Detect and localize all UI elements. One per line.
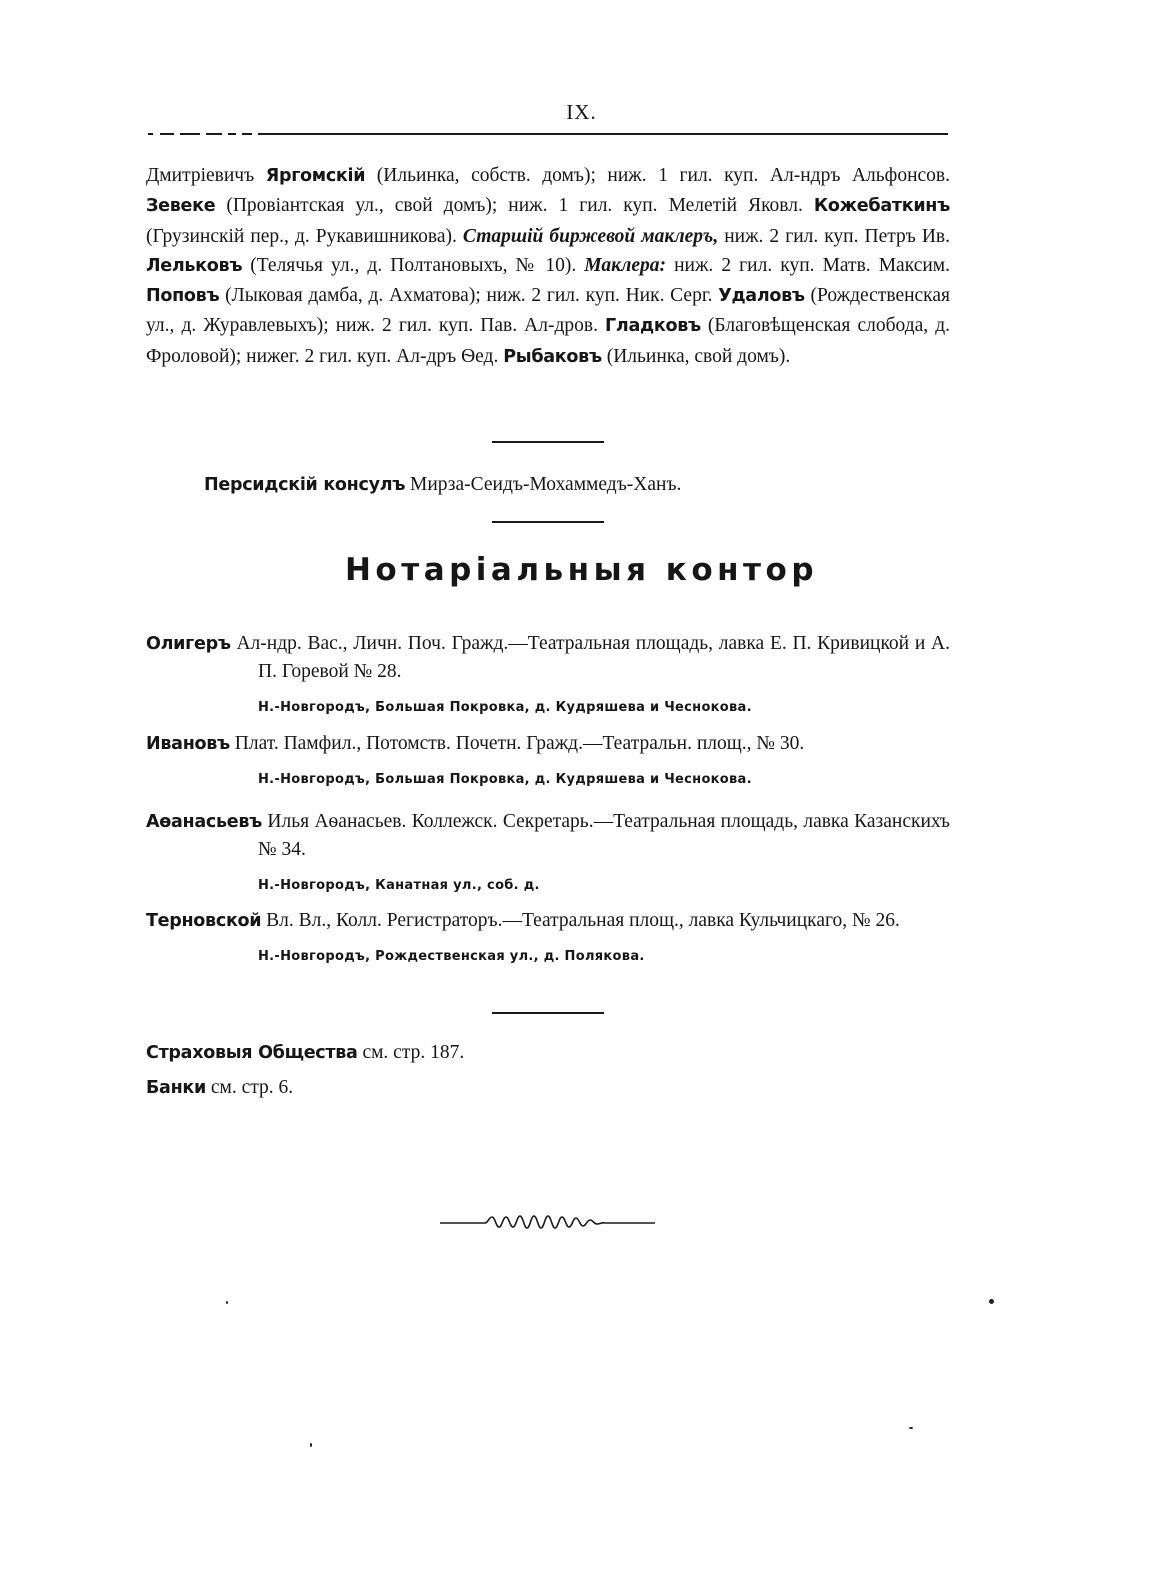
consul-name: Мирза-Сеидъ-Мохаммедъ-Ханъ. [405,474,682,495]
surname: Зевеке [146,196,216,217]
brokers-paragraph: Дмитріевичъ Яргомскій (Ильинка, собств. домъ); ниж. 1 гил. куп. Ал-ндръ Альфонсов. Зевеке (Провіантская ул., свой домъ); ниж. 1 гил. куп. Мелетій Яковл. Кожебаткинъ (Грузинскій пер., д. Рукавишникова). Старшій биржевой маклеръ, ниж. 2 гил. куп. Петръ Ив. Лельковъ (Телячья ул., д. Полтановыхъ, № 10). Маклера: ниж. 2 гил. куп. Матв. Максим. Поповъ (Лыковая дамба, д. Ахматова); ниж. 2 гил. куп. Ник. Серг. Удаловъ (Рождественская ул., д. Журавлевыхъ); ниж. 2 гил. куп. Пав. Ал-дров. Гладковъ (Благовѣщенская слобода, д. Фроловой); нижег. 2 гил. куп. Ал-дръ Ѳед. Рыбаковъ (Ильинка, свой домъ). [146,165,951,367]
notary-details: Вл. Вл., Колл. Регистраторъ.—Театральная площ., лавка Кульчицкаго, № 26. [261,910,900,931]
separator-rule [492,441,604,443]
section-title: Нотаріальныя контор [344,552,819,588]
notary-address: Н.-Новгородъ, Рождественская ул., д. Полякова. [258,949,645,964]
notary-details: Ал-ндр. Вас., Личн. Поч. Гражд.—Театральная площадь, лавка Е. П. Кривицкой и А. П. Горевой № 28. [230,633,950,682]
end-flourish [440,1210,655,1230]
header-rule [148,133,948,136]
persian-consul-line [204,474,681,496]
surname: Гладковъ [605,316,701,337]
notary-address: Н.-Новгородъ, Канатная ул., соб. д. [258,878,540,893]
notary-entry [146,907,950,971]
consul-label: Персидскій консулъ [204,475,406,495]
notary-entry [146,630,950,722]
italic-heading: Старшій биржевой маклеръ, [462,225,719,247]
banks-reference: Банки см. стр. 6. [146,1077,294,1098]
print-speck [310,1443,312,1447]
italic-heading: Маклера: [584,254,667,276]
surname: Лельковъ [146,255,243,276]
insurance-reference: Страховыя Общества см. стр. 187. [146,1042,465,1063]
page-number: IX. [566,100,597,124]
separator-rule [492,521,604,523]
separator-rule [492,1012,604,1014]
notary-name: Аѳанасьевъ [146,812,263,832]
print-speck [226,1301,228,1304]
surname: Поповъ [146,286,220,307]
notary-name: Терновской [146,911,262,931]
surname: Яргомскій [265,166,366,186]
notary-address: Н.-Новгородъ, Большая Покровка, д. Кудряшева и Чеснокова. [258,700,752,715]
notary-name: Олигеръ [146,634,231,654]
notary-details: Илья Аѳанасьев. Коллежск. Секретарь.—Театральная площадь, лавка Казанскихъ № 34. [258,811,950,860]
notary-details: Плат. Памфил., Потомств. Почетн. Гражд.—Театральн. площ., № 30. [229,733,805,754]
surname: Рыбаковъ [503,346,602,367]
notary-name: Ивановъ [146,734,230,754]
print-speck [909,1427,913,1429]
notary-entry [146,730,950,794]
print-speck [989,1299,994,1304]
notary-address: Н.-Новгородъ, Большая Покровка, д. Кудряшева и Чеснокова. [258,772,752,787]
notary-entry [146,808,950,900]
surname: Удаловъ [718,286,805,307]
surname: Кожебаткинъ [813,196,950,217]
